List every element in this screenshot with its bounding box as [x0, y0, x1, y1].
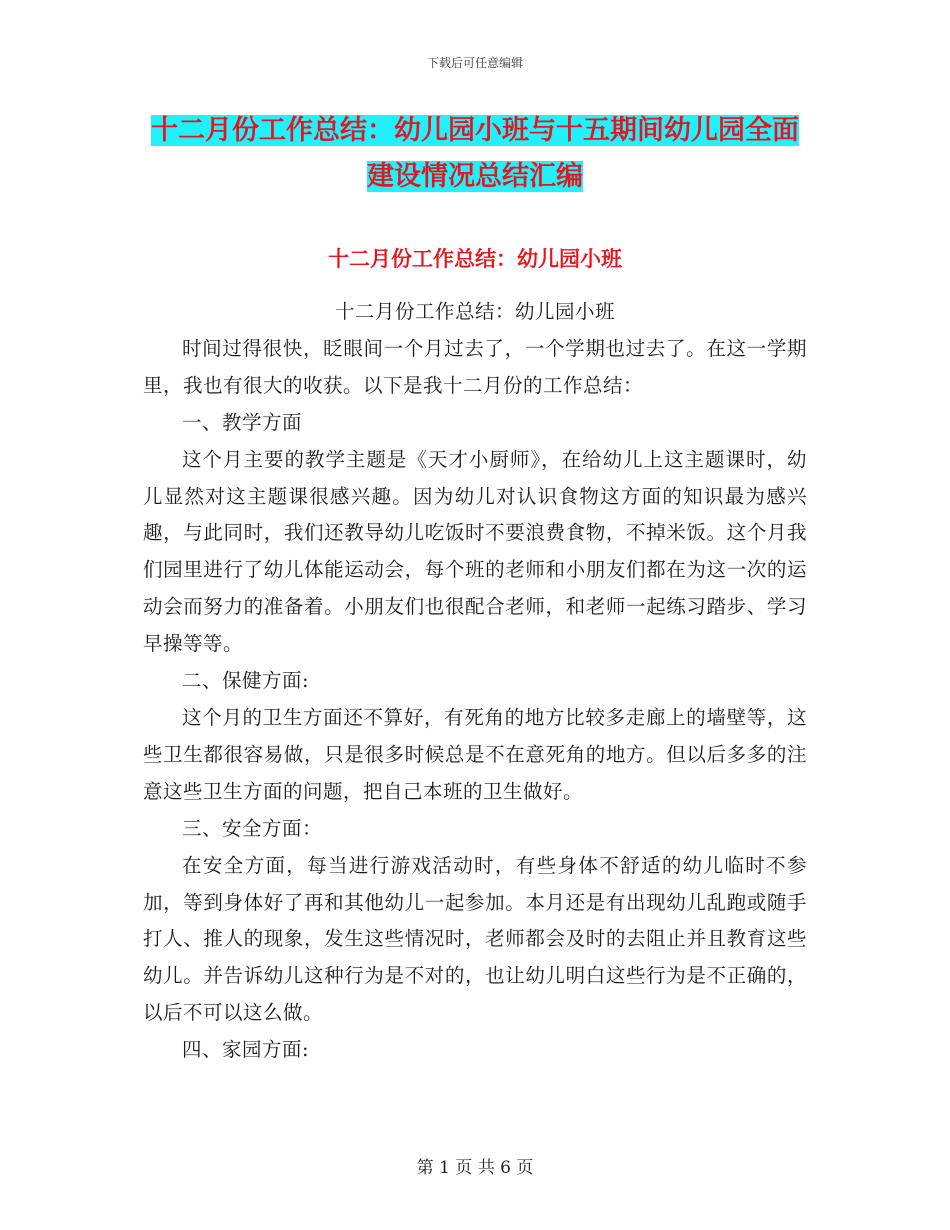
- document-title-text: 十二月份工作总结：幼儿园小班与十五期间幼儿园全面建设情况总结汇编: [151, 115, 799, 192]
- subtitle-paragraph: 十二月份工作总结：幼儿园小班: [334, 300, 615, 323]
- section-heading: 十二月份工作总结：幼儿园小班: [328, 247, 622, 271]
- teaching-paragraph: 这个月主要的教学主题是《天才小厨师》，在给幼儿上这主题课时，幼儿显然对这主题课很感兴趣。因为幼儿对认识食物这方面的知识最为感兴趣，与此同时，我们还教导幼儿吃饭时不要浪费食物，不掉米饭。这个月我们园里进行了幼儿体能运动会，每个班的老师和小朋友们都在为这一次的运动会而努力的准备着。小朋友们也很配合老师，和老师一起练习踏步、学习早操等等。: [143, 447, 807, 656]
- safety-paragraph: 在安全方面，每当进行游戏活动时，有些身体不舒适的幼儿临时不参加，等到身体好了再和其他幼儿一起参加。本月还是有出现幼儿乱跑或随手打人、推人的现象，发生这些情况时，老师都会及时的去阻止并且教育这些幼儿。并告诉幼儿这种行为是不对的，也让幼儿明白这些行为是不正确的，以后不可以这么做。: [143, 853, 807, 1025]
- page-number-footer: 第 1 页 共 6 页: [416, 1158, 534, 1178]
- document-title: [145, 108, 805, 200]
- header-note: 下载后可任意编辑: [426, 56, 523, 70]
- health-paragraph: 这个月的卫生方面还不算好，有死角的地方比较多走廊上的墙壁等，这些卫生都很容易做，只是很多时候总是不在意死角的地方。但以后多多的注意这些卫生方面的问题，把自己本班的卫生做好。: [143, 705, 807, 803]
- heading-home-school: 四、家园方面:: [182, 1038, 310, 1062]
- document-body: [143, 294, 807, 1069]
- heading-safety: 三、安全方面：: [182, 816, 323, 840]
- heading-teaching: 一、教学方面: [182, 410, 303, 434]
- intro-paragraph: 时间过得很快，眨眼间一个月过去了，一个学期也过去了。在这一学期里，我也有很大的收获。以下是我十二月份的工作总结：: [143, 336, 807, 397]
- heading-health: 二、保健方面:: [182, 669, 310, 693]
